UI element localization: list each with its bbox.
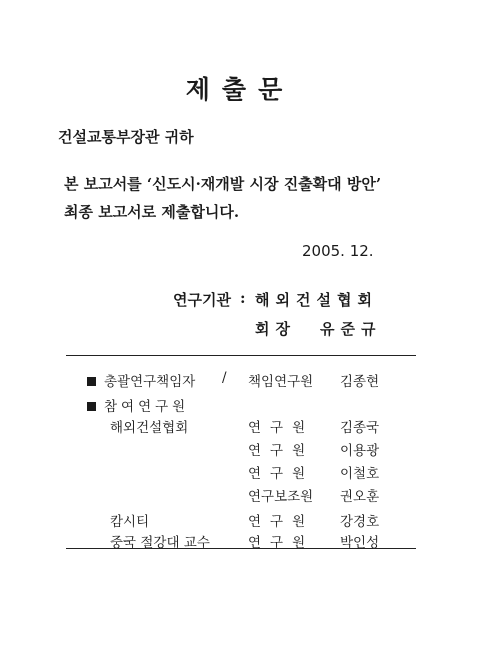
member-name: 이용광 <box>340 443 380 459</box>
member-name: 김종국 <box>340 420 380 436</box>
square-bullet-icon <box>87 377 96 386</box>
member-role: 연구원 <box>248 420 315 436</box>
member-role: 연구원 <box>248 514 315 530</box>
body-line-1: 본 보고서를 ‘신도시·재개발 시장 진출확대 방안’ <box>64 175 382 193</box>
member-name: 박인성 <box>340 535 380 551</box>
divider-top <box>66 355 416 356</box>
lead-separator: / <box>222 370 227 386</box>
institution-head-title: 회장 <box>255 320 296 338</box>
participants-label-text: 참여연구원 <box>104 399 190 415</box>
lead-researcher-label <box>87 370 195 390</box>
member-name: 권오훈 <box>340 489 380 505</box>
member-name: 이철호 <box>340 466 380 482</box>
square-bullet-icon <box>87 402 96 411</box>
group-org: 캄시티 <box>110 514 150 530</box>
member-role: 연구원 <box>248 443 315 459</box>
institution-colon: : <box>240 289 246 307</box>
group-org: 해외건설협회 <box>110 420 189 436</box>
member-role: 연구원 <box>248 535 315 551</box>
institution-name: 해외건설협회 <box>255 291 378 309</box>
recipient-line: 건설교통부장관 귀하 <box>58 128 194 146</box>
member-role: 연구원 <box>248 466 315 482</box>
institution-head-name: 유준규 <box>320 320 382 338</box>
document-title: 제출문 <box>185 75 295 104</box>
lead-label-text: 총괄연구책임자 <box>104 374 196 390</box>
member-name: 강경호 <box>340 514 380 530</box>
participants-label <box>87 395 189 415</box>
member-role: 연구보조원 <box>248 489 314 505</box>
group-org: 중국 절강대 교수 <box>110 535 210 551</box>
institution-label: 연구기관 <box>173 291 231 309</box>
divider-bottom <box>66 548 416 549</box>
lead-role: 책임연구원 <box>248 374 314 390</box>
lead-name: 김종현 <box>340 374 380 390</box>
submission-date: 2005. 12. <box>302 242 374 260</box>
body-line-2: 최종 보고서로 제출합니다. <box>64 203 240 221</box>
